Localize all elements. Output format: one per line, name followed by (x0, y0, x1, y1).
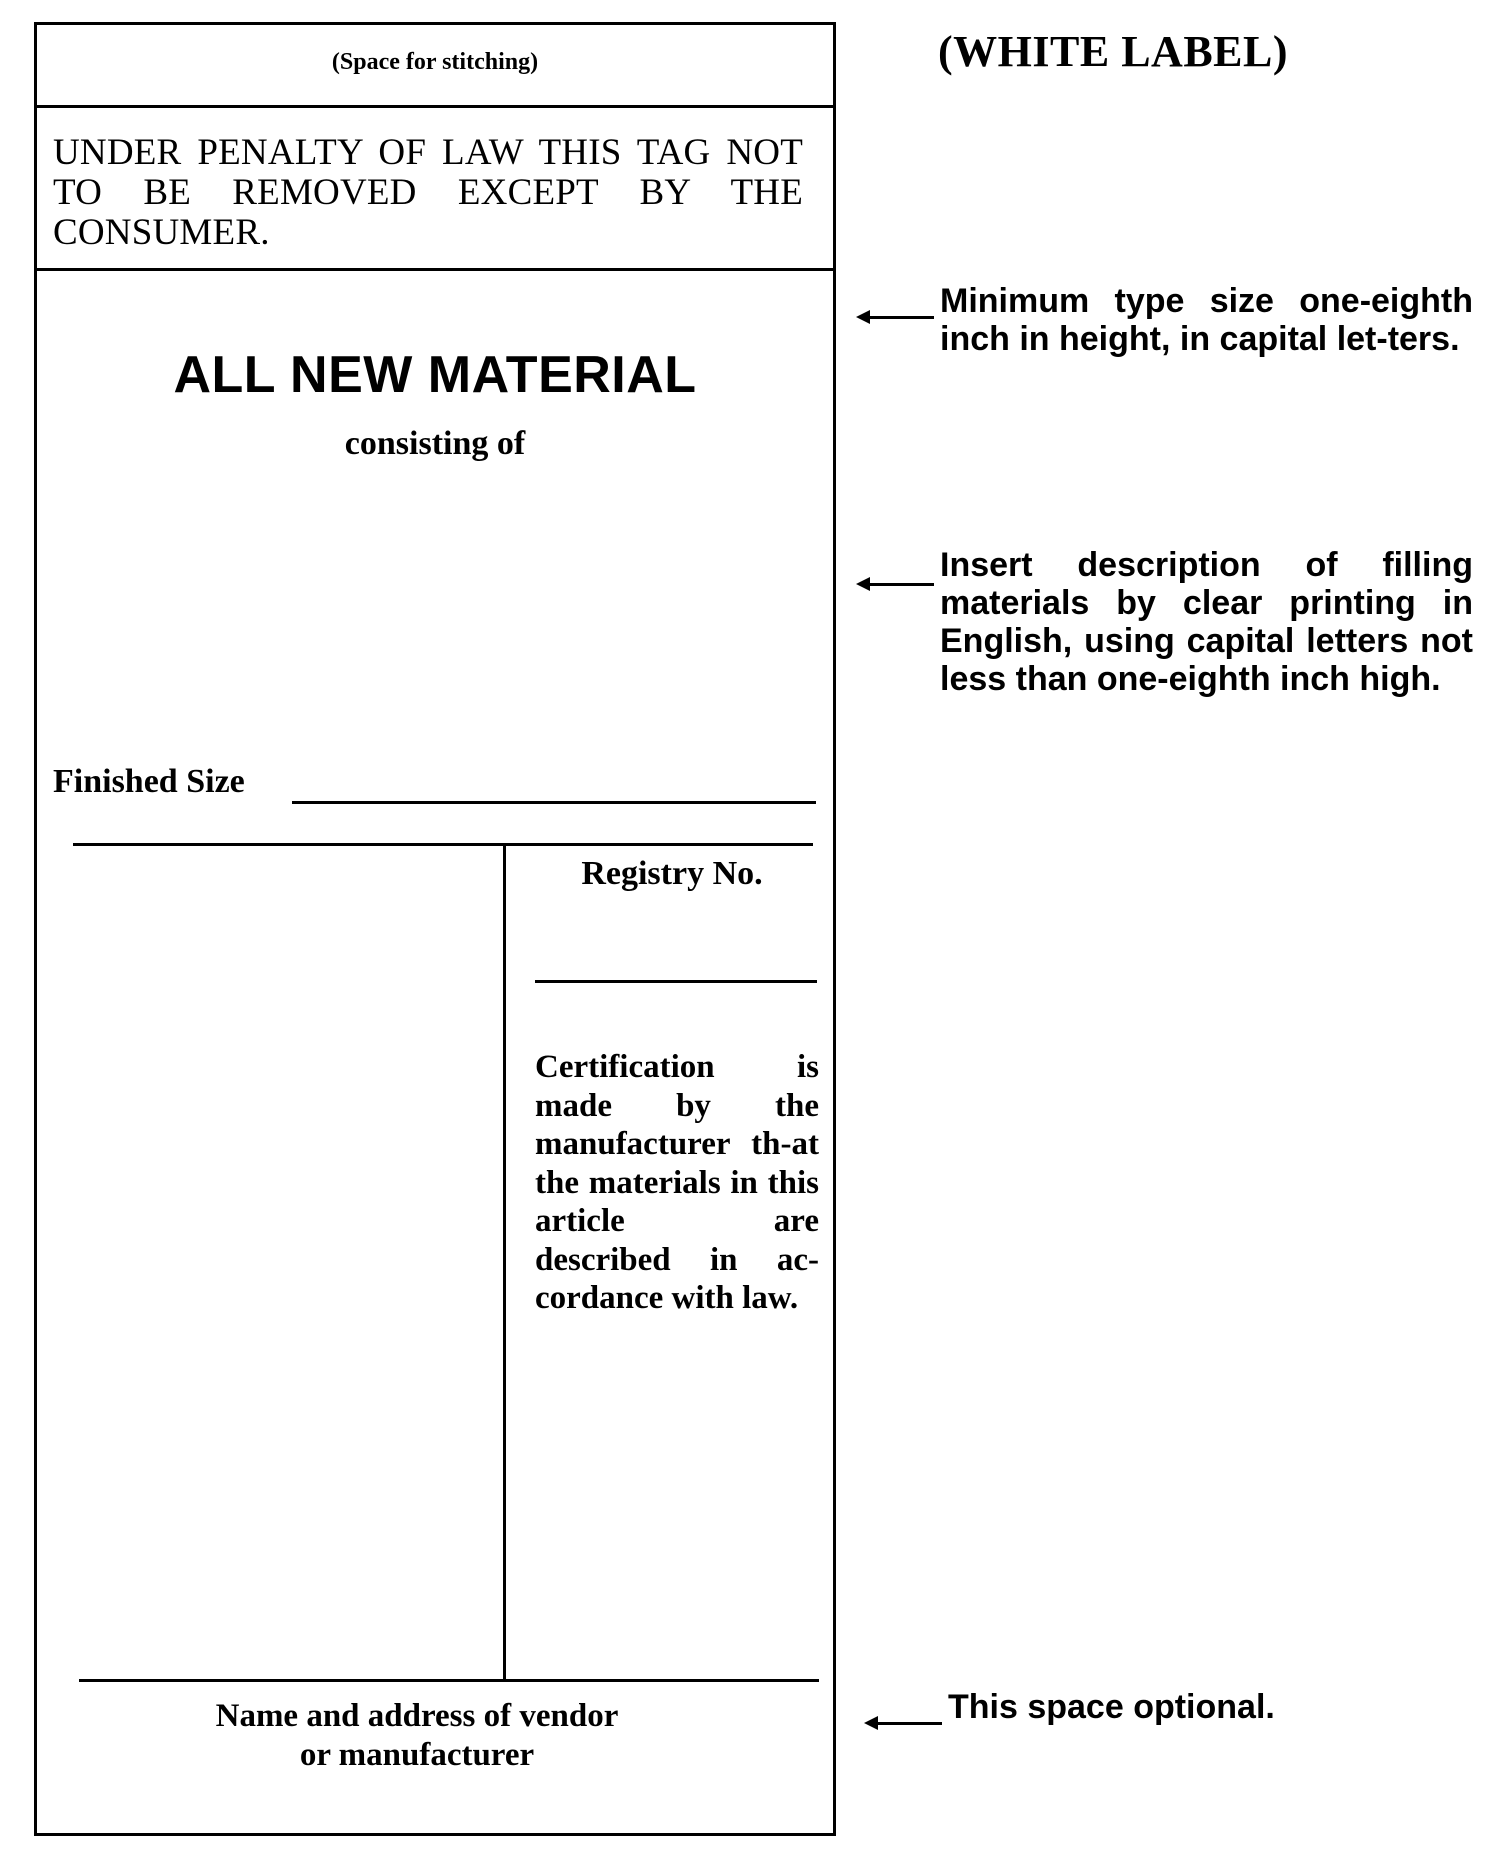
vendor-line-1: Name and address of vendor (215, 1698, 619, 1734)
vendor-block (37, 1697, 797, 1775)
size-divider (73, 843, 813, 846)
column-divider (503, 845, 506, 1681)
law-tag (34, 22, 836, 1836)
optional-space-note: This space optional. (948, 1688, 1275, 1726)
vendor-line-2: or manufacturer (299, 1737, 535, 1773)
penalty-divider (37, 268, 833, 271)
filling-description-note: Insert description of filling materials by clear printing in English, using capital letters not less than one-eighth inch high. (940, 546, 1473, 698)
material-headline: ALL NEW MATERIAL (173, 346, 697, 404)
optional-arrow-icon (876, 1722, 942, 1725)
vendor-divider (79, 1679, 819, 1682)
certification-statement: Certification is made by the manufacturer th-at the materials in this article are described in ac-cordance with law. (535, 1049, 819, 1316)
finished-size-blank (292, 801, 816, 804)
penalty-notice: UNDER PENALTY OF LAW THIS TAG NOT TO BE REMOVED EXCEPT BY THE CONSUMER. (53, 132, 803, 253)
registry-number-blank (535, 980, 817, 983)
stitching-divider (37, 105, 833, 108)
stitching-space-label: (Space for stitching) (331, 49, 539, 75)
registry-number-label: Registry No. (581, 855, 763, 892)
consisting-of-label: consisting of (344, 425, 526, 462)
filling-arrow-icon (868, 583, 934, 586)
type-size-arrow-icon (868, 316, 934, 319)
label-type-title: (WHITE LABEL) (938, 27, 1289, 76)
type-size-note: Minimum type size one-eighth inch in height, in capital let-ters. (940, 282, 1473, 358)
finished-size-label: Finished Size (53, 763, 245, 800)
